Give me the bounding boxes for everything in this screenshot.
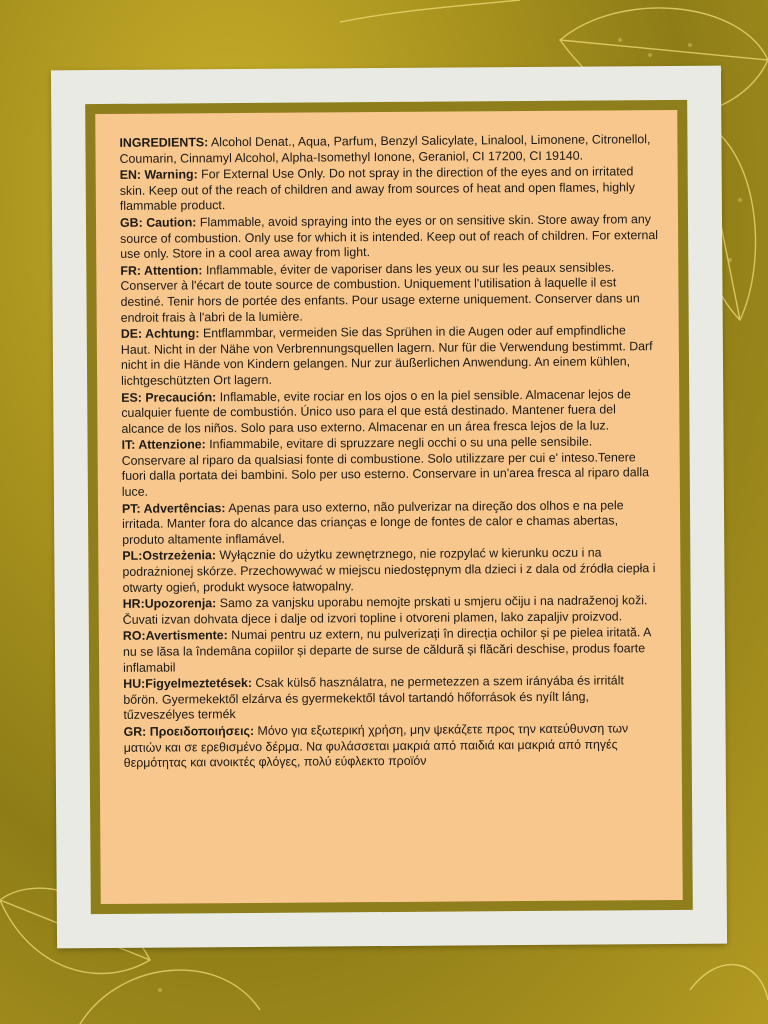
section-fr-attention: FR: Attention: Inflammable, éviter de vaporiser dans les yeux ou sur les peaux sensibles. Conserver à l'écart de toute source de combustion. Uniquement l'utilisation à laquelle il est destiné. Tenir hors de portée des enfants. Pour usage externe uniquement. Conserver dans un endroit frais à l'abri de la lumière. — [120, 260, 640, 325]
ingredients-label — [95, 110, 683, 904]
stem-top-icon — [340, 0, 520, 22]
section-ro-avertismente: RO:Avertismente: Numai pentru uz extern, nu pulverizați în direcția ochilor și pe pielea iritată. A nu se lăsa la îndemâna copiilor și departe de surse de căldură și flăcări deschise, produs foarte inflamabil — [122, 625, 651, 675]
section-hr-upozorenja: HR:Upozorenja: Samo za vanjsku uporabu nemojte prskati u smjeru očiju i na nadraženoj koži. Čuvati izvan dohvata djece i dalje od izvori topline i otvoreni plamen, lako zapaljiv proizvod. — [122, 593, 648, 627]
section-pl-ostrzezenia: PL:Ostrzeżenia: Wyłącznie do użytku zewnętrznego, nie rozpylać w kierunku oczu i na podrażnionej skórze. Przechowywać w miejscu niedostępnym dla dzieci i z dala od źródła ciepła i otwarty ogień, produkt wysoce łatwopalny. — [122, 545, 656, 595]
section-de-achtung: DE: Achtung: Entflammbar, vermeiden Sie das Sprühen in die Augen oder auf empfindliche Haut. Nicht in der Nähe von Verbrennungsquellen lagern. Nur für die Verwendung bestimmt. Darf nicht in die Hände von Kindern gelangen. Nur zur äußerlichen Anwendung. An einem kühlen, lichtgeschützten Ort lagern. — [120, 323, 653, 388]
section-gr-warnings: GR: Προειδοποιήσεις: Μόνο για εξωτερική χρήση, μην ψεκάζετε προς την κατεύθυνση των ματιών και σε ερεθισμένο δέρμα. Να φυλάσσεται μακριά από παιδιά και μακριά από πηγές θερμότητας και ανοικτές φλόγες, πολύ εύφλεκτο προϊόν — [123, 721, 629, 771]
section-ingredients: INGREDIENTS: Alcohol Denat., Aqua, Parfum, Benzyl Salicylate, Linalool, Limonene, Citronellol, Coumarin, Cinnamyl Alcohol, Alpha-Isomethyl Ionone, Geraniol, CI 17200, CI 19140. — [119, 132, 651, 166]
leaf-bottom-right-icon — [690, 965, 768, 1000]
leaf-bottom-center-icon — [80, 970, 260, 1024]
label-border — [85, 100, 693, 914]
label-frame — [51, 66, 727, 949]
section-gb-caution: GB: Caution: Flammable, avoid spraying into the eyes or on sensitive skin. Store away from any source of combustion. Only use for which it is intended. Keep out of reach of children. For external use only. Store in a cool area away from light. — [119, 212, 659, 262]
section-pt-advertencias: PT: Advertências: Apenas para uso externo, não pulverizar na direção dos olhos e na pele irritada. Manter fora do alcance das crianças e longe de fontes de calor e chamas abertas, produto altamente inflamável. — [121, 498, 624, 547]
section-en-warning: EN: Warning: For External Use Only. Do not spray in the direction of the eyes and on irritated skin. Keep out of the reach of children and away from sources of heat and open flames, highly flammable product. — [119, 164, 636, 214]
section-it-attenzione: IT: Attenzione: Infiammabile, evitare di spruzzare negli occhi o su una pelle sensibile. Conservare al riparo da qualsiasi fonte di combustione. Solo utilizzare per cui e' inteso.Tenere fuori dalla portata dei bambini. Solo per uso esterno. Conservare in un'area fresca al riparo dalla luce. — [121, 434, 650, 499]
section-hu-figyelmeztetesek: HU:Figyelmeztetések: Csak külső használatra, ne permetezzen a szem irányába és irritált bőrön. Gyermekektől elzárva és gyermekektől távol tartandó hőforrások és nyílt láng, tűzveszélyes termék — [123, 673, 624, 723]
section-es-precaucion: ES: Precaución: Inflamable, evite rociar en los ojos o en la piel sensible. Almacenar lejos de cualquier fuente de combustión. Único uso para el que está destinado. Mantener fuera del alcance de los niños. Solo para uso externo. Almacenar en un área fresca lejos de la luz. — [121, 386, 631, 436]
